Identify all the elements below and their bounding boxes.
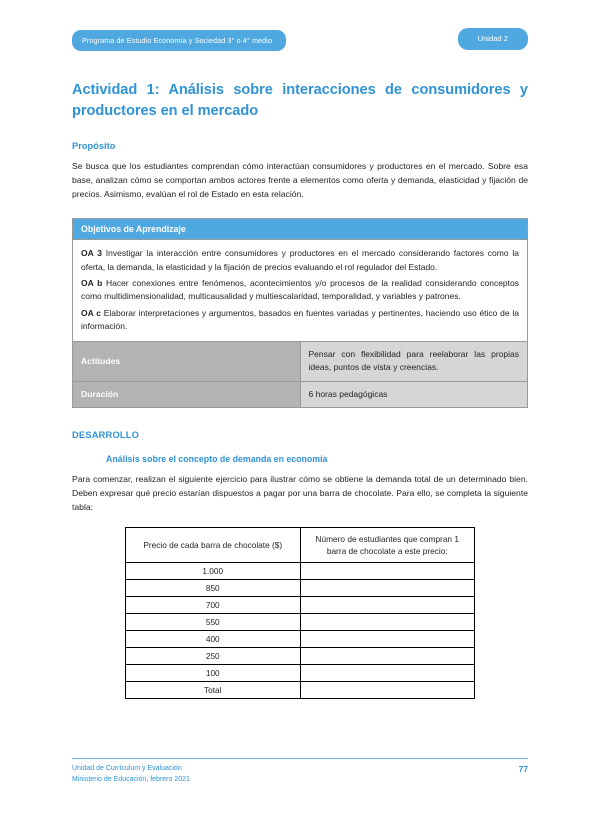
count-cell[interactable] — [300, 647, 475, 664]
price-cell: 400 — [126, 630, 301, 647]
count-cell[interactable] — [300, 613, 475, 630]
oa-text: Hacer conexiones entre fenómenos, acontecimientos y/o procesos de la realidad considerando conceptos como multidimensionalidad, multicausalidad y multiescalaridad, temporalidad, y variables y patrones. — [81, 277, 519, 302]
price-table-body — [126, 562, 475, 698]
oa-table-header-row — [73, 219, 528, 240]
duracion-value: 6 horas pedagógicas — [300, 381, 528, 407]
count-column-header: Número de estudiantes que compran 1 barra de chocolate a este precio: — [300, 527, 475, 562]
footer-text — [72, 764, 190, 786]
table-row — [126, 562, 475, 579]
purpose-text: Se busca que los estudiantes comprendan cómo interactúan consumidores y productores en el mercado. Sobre esa base, analizan cómo se comportan ambos actores frente a elementos como oferta y demanda, elasticidad y fijación de precios. Asimismo, evalúan el rol de Estado en esta relación. — [72, 161, 528, 200]
table-row — [126, 681, 475, 698]
price-cell: 100 — [126, 664, 301, 681]
learning-objectives-table — [72, 218, 528, 408]
actitudes-row — [73, 342, 528, 381]
page-number: 77 — [518, 764, 528, 775]
price-cell: 700 — [126, 596, 301, 613]
price-column-header: Precio de cada barra de chocolate ($) — [126, 527, 301, 562]
oa-text: Investigar la interacción entre consumidores y productores en el mercado considerando factores como la oferta, la demanda, la elasticidad y la fijación de precios evaluando el rol regulador del Estado. — [81, 248, 519, 272]
purpose-heading: Propósito — [72, 141, 116, 152]
oa-item — [81, 277, 519, 304]
footer-line-1: Unidad de Currículum y Evaluación — [72, 765, 182, 773]
program-pill: Programa de Estudio Economía y Sociedad 3° o 4° medio — [72, 30, 286, 51]
oa-table-header: Objetivos de Aprendizaje — [73, 219, 528, 240]
footer-divider — [72, 758, 528, 759]
total-count-cell[interactable] — [300, 681, 475, 698]
price-table — [125, 527, 475, 699]
footer-content — [72, 764, 528, 786]
footer-line-2: Ministerio de Educación, febrero 2021 — [72, 776, 190, 784]
table-row — [126, 630, 475, 647]
price-cell: 850 — [126, 579, 301, 596]
page-header — [72, 24, 528, 70]
count-cell[interactable] — [300, 562, 475, 579]
price-table-wrapper — [72, 527, 528, 699]
oa-table-body-row — [73, 240, 528, 342]
document-page — [0, 24, 600, 824]
development-heading: DESARROLLO — [72, 429, 140, 440]
table-row — [126, 647, 475, 664]
price-cell: 550 — [126, 613, 301, 630]
table-row — [126, 579, 475, 596]
table-row — [126, 596, 475, 613]
oa-item — [81, 307, 519, 334]
total-label-cell: Total — [126, 681, 301, 698]
count-cell[interactable] — [300, 630, 475, 647]
oa-code: OA 3 — [81, 248, 102, 259]
page-footer — [72, 758, 528, 786]
count-cell[interactable] — [300, 579, 475, 596]
unit-pill: Unidad 2 — [458, 28, 528, 50]
duracion-row — [73, 381, 528, 407]
actitudes-value: Pensar con flexibilidad para reelaborar las propias ideas, puntos de vista y creencias. — [300, 342, 528, 381]
development-subheading: Análisis sobre el concepto de demanda en economía — [106, 453, 328, 464]
duracion-label: Duración — [73, 381, 301, 407]
development-paragraph: Para comenzar, realizan el siguiente ejercicio para ilustrar cómo se obtiene la demanda total de un determinado bien. Deben expresar qué precio estarían dispuestos a pagar por una barra de chocolate. Para ello, se completa la siguiente tabla: — [72, 473, 528, 512]
price-cell: 250 — [126, 647, 301, 664]
table-row — [126, 613, 475, 630]
table-row — [126, 664, 475, 681]
oa-code: OA b — [81, 277, 103, 288]
price-cell: 1.000 — [126, 562, 301, 579]
oa-item — [81, 247, 519, 274]
page-title: Actividad 1: Análisis sobre interacciones de consumidores y productores en el mercado — [72, 82, 528, 119]
oa-list — [73, 240, 528, 342]
count-cell[interactable] — [300, 596, 475, 613]
actitudes-label: Actitudes — [73, 342, 301, 381]
count-cell[interactable] — [300, 664, 475, 681]
oa-code: OA c — [81, 307, 101, 318]
price-table-header-row — [126, 527, 475, 562]
oa-text: Elaborar interpretaciones y argumentos, basados en fuentes variadas y pertinentes, haciendo uso ético de la información. — [81, 307, 519, 331]
